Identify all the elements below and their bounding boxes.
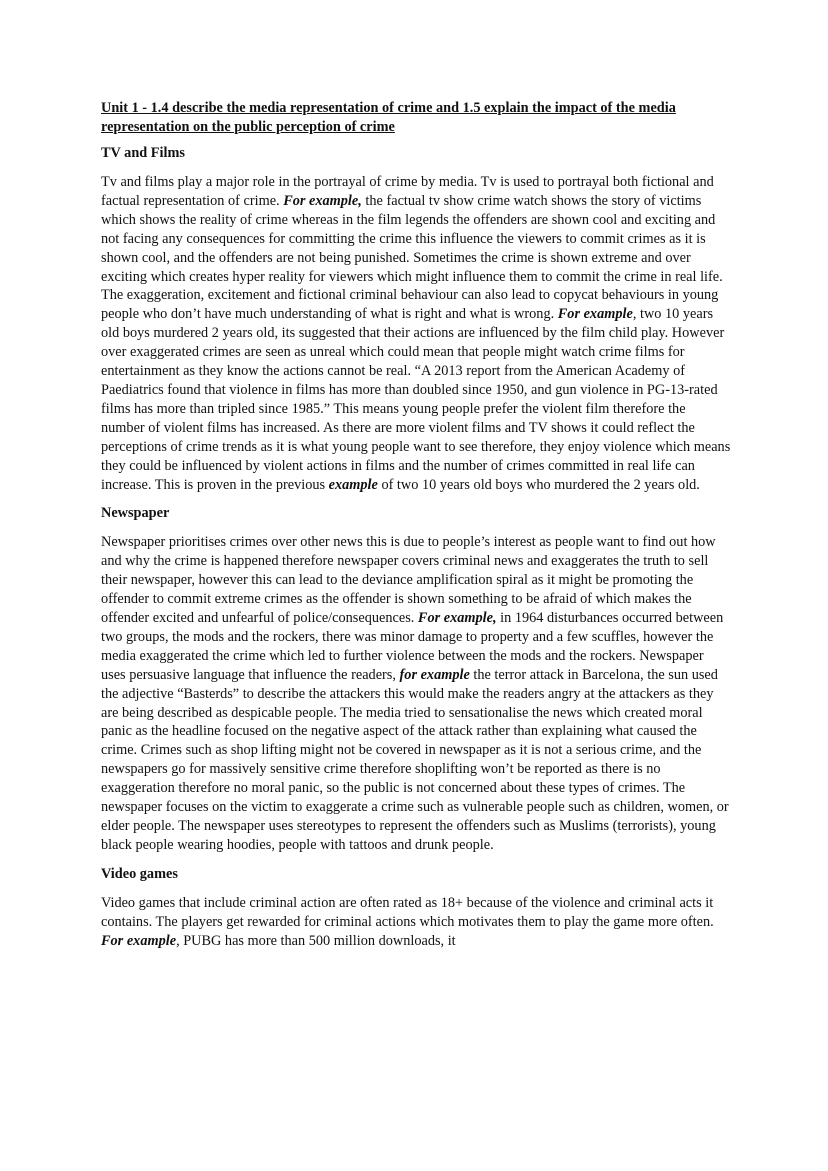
section-newspaper (101, 504, 731, 854)
section-tv-films (101, 144, 731, 494)
section-video-games (101, 865, 731, 951)
emphasis-text: For example, (417, 610, 497, 627)
emphasis-text: example (328, 476, 378, 493)
emphasis-text: For example, (283, 192, 362, 209)
emphasis-text: for example (399, 666, 470, 683)
emphasis-text: For example (101, 932, 177, 949)
section-paragraph: Video games that include criminal action are often rated as 18+ because of the violence and criminal acts it contains. The players get rewarded for criminal actions which motivates them to play the game more often. For example, PUBG has more than 500 million downloads, it (101, 894, 714, 949)
section-heading: Newspaper (101, 505, 170, 522)
section-heading: TV and Films (101, 145, 185, 161)
document-title: Unit 1 - 1.4 describe the media representation of crime and 1.5 explain the impact of the media representation on the public perception of crime (101, 100, 676, 135)
section-paragraph: Newspaper prioritises crimes over other news this is due to people’s interest as people want to find out how and why the crime is happened therefore newspaper covers criminal news and exaggerates the truth to sell their newspaper, however this can lead to the deviance amplification spiral as it might be promoting the offender to commit extreme crimes as the offender is shown something to be afraid of which makes the offender excited and unfearful of police/consequences. For example, in 1964 disturbances occurred between two groups, the mods and the rockers, there was minor damage to property and a few scuffles, however the media exaggerated the crime which led to further violence between the mods and the rockers. Newspaper uses persuasive language that influence the readers, for example the terror attack in Barcelona, the sun used the adjective “Basterds” to describe the attackers this would make the readers angry at the attackers as they are being described as despicable people. The media tried to sensationalise the news which created moral panic as the headline focused on the negative aspect of the attack rather than explaining what caused the crime. Crimes such as shop lifting might not be covered in newspaper as it is not a serious crime, and the newspapers go for massively sensitive crime therefore shoplifting won’t be reported as there is no exaggeration therefore no moral panic, so the public is not concerned about these types of crimes. The newspaper focuses on the victim to exaggerate a crime such as vulnerable people such as children, women, or elder people. The newspaper uses stereotypes to represent the offenders such as Muslims (terrorists), young black people wearing hoodies, people with tattoos and drunk people. (101, 534, 729, 853)
emphasis-text: For example (557, 306, 633, 323)
section-heading: Video games (101, 865, 178, 882)
document-page (101, 99, 731, 961)
section-paragraph: Tv and films play a major role in the portrayal of crime by media. Tv is used to portrayal both fictional and factual representation of crime. For example, the factual tv show crime watch shows the story of victims which shows the reality of crime whereas in the film legends the offenders are shown cool and exciting and not facing any consequences for committing the crime this influence the viewers to commit crimes as it is shown cool, and the offenders are not being punished. Sometimes the crime is shown extreme and over exciting which creates hyper reality for viewers which might influence them to commit the crime in real life. The exaggeration, excitement and fictional criminal behaviour can also lead to copycat behaviours in young people who don’t have much understanding of what is right and what is wrong. For example, two 10 years old boys murdered 2 years old, its suggested that their actions are influenced by the film child play. However over exaggerated crimes are seen as unreal which could mean that people might watch crime films for entertainment as they know the actions cannot be real. “A 2013 report from the American Academy of Paediatrics found that violence in films has more than doubled since 1950, and gun violence in PG-13-rated films has more than tripled since 1985.” This means young people prefer the violent film therefore the number of violent films has increased. As there are more violent films and TV shows it could reflect the perceptions of crime trends as it is what young people want to see therefore, they enjoy violence which means they could be influenced by violent actions in films and the number of crimes committed in real life can increase. This is proven in the previous example of two 10 years old boys who murdered the 2 years old. (101, 174, 731, 493)
